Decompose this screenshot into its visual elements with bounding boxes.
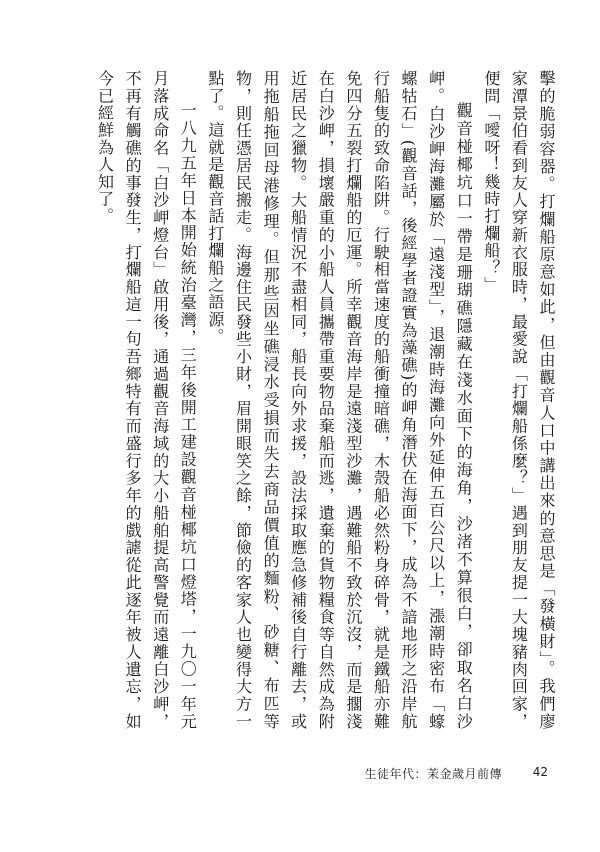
body-text xyxy=(40,70,560,730)
page-footer xyxy=(0,762,600,786)
paragraph-reef-origin: 觀音椪椰坑口一帶是珊瑚礁隱藏在淺水面下的海角，沙渚不算很白，卻取名白沙岬。白沙岬海灘屬於「遠淺型」，退潮時海灘向外延伸五百公尺以上，漲潮時密布「蠔螺牯石」(觀音話，後經學者證實為藻礁)的岬角潛伏在海面下，成為不諳地形之沿岸航行船隻的致命陷阱。行駛相當速度的船衝撞暗礁，木殼船必然粉身碎骨，就是鐵船亦難免四分五裂打爛船的厄運。所幸觀音海岸是遠淺型沙灘，遇難船不致於沉沒，而是擱淺在白沙岬，損壞嚴重的小船人員攜帶重要物品棄船而逃，遺棄的貨物糧食等自然成為附近居民之獵物。大船情況不盡相同，船長向外求援，設法採取應急修補後自行離去，或用拖船拖回母港修理。但那些因坐礁浸水受損而失去商品價值的麵粉、砂糖、布匹等物，則任憑居民搬走。海邊住民發些小財，眉開眼笑之餘，節儉的客家人也變得大方一點了。這就是觀音話打爛船之語源。 xyxy=(205,70,474,730)
paragraph-lighthouse: 一八九五年日本開始統治臺灣，三年後開工建設觀音椪椰坑口燈塔，一九〇一年元月落成命名「白沙岬燈台」啟用後，通過觀音海域的大小船舶提高警覺而遠離白沙岬，不再有觸礁的事發生，打爛船這一句吾鄉特有而盛行多年的戲謔從此逐年被人遺忘，如今已經鮮為人知了。 xyxy=(95,70,198,730)
paragraph-continued: 擊的脆弱容器。打爛船原意如此，但由觀音人口中講出來的意思是「發橫財」。我們廖家潭景伯看到友人穿新衣服時，最愛說「打爛船係麼？」遇到朋友提一大塊豬肉回家，便問「噯呀！幾時打爛船？」 xyxy=(481,70,556,730)
book-title: 生徒年代：茉金歲月前傳 xyxy=(364,767,502,781)
page-number: 42 xyxy=(532,765,548,779)
